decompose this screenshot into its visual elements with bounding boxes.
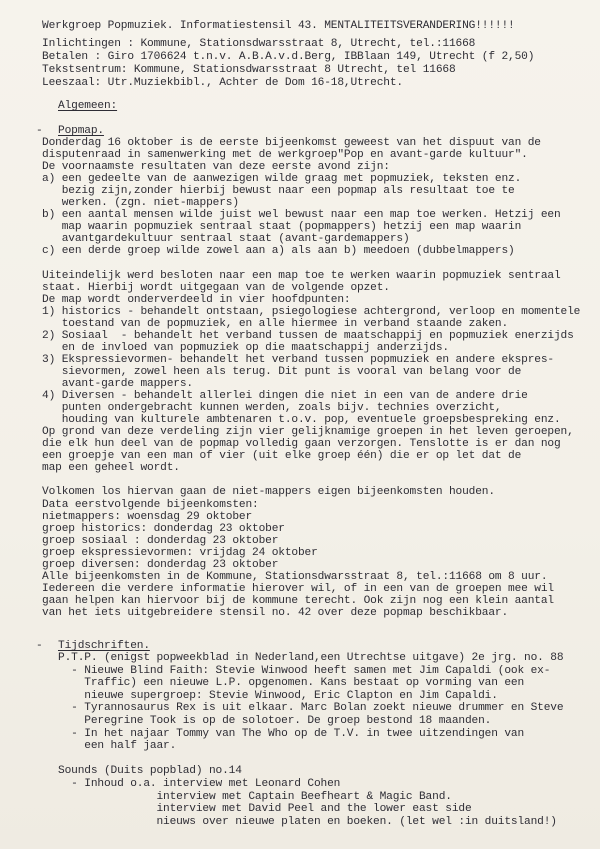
text-line: P.T.P. (enigst popweekblad in Nederland,een Utrechtse uitgave) 2e jrg. no. 88: [58, 652, 564, 664]
text-line: - Inhoud o.a. interview met Leonard Cohen: [58, 778, 341, 790]
text-line: staat. Hierbij wordt uitgegaan van de volgende opzet.: [42, 281, 390, 294]
text-line: Iedereen die verdere informatie hierover wil, of in een van de groepen mee wil: [42, 582, 554, 595]
text-line: Volkomen los hiervan gaan de niet-mappers eigen bijeenkomsten houden.: [42, 486, 495, 499]
text-line: 2) Sosiaal - behandelt het verband tussen de maatschappij en popmuziek enerzijds: [42, 329, 574, 342]
text-line: Donderdag 16 oktober is de eerste bijeenkomst geweest van het dispuut van de: [42, 137, 541, 149]
heading-popmap: Popmap.: [58, 125, 104, 137]
text-line: gaan helpen kan hiervoor bij de kommune terecht. Ook zijn nog een klein aantal: [42, 594, 554, 607]
heading-tijdschriften: Tijdschriften.: [58, 640, 150, 652]
text-line: avant-garde mappers.: [42, 378, 193, 390]
text-line: De map wordt onderverdeeld in vier hoofdpunten:: [42, 293, 351, 306]
text-line: - Tyrannosaurus Rex is uit elkaar. Marc Bolan zoekt nieuwe drummer en Steve: [58, 702, 564, 715]
info-betalen: Betalen : Giro 1706624 t.n.v. A.B.A.v.d.Berg, IBBlaan 149, Utrecht (f 2,50): [42, 51, 535, 63]
text-line: groep sosiaal : donderdag 23 oktober: [42, 534, 279, 547]
text-line: b) een aantal mensen wilde juist wel bewust naar een map toe werken. Hetzij een: [42, 209, 561, 222]
text-line: sievormen, zowel heen als terug. Dit punt is vooral van belang voor de: [42, 365, 522, 378]
text-line: een half jaar.: [58, 740, 177, 753]
text-line: Traffic) een nieuwe L.P. opgenomen. Kans bestaat op vorming van een: [58, 677, 525, 690]
text-line: c) een derde groep wilde zowel aan a) als aan b) meedoen (dubbelmappers): [42, 245, 515, 258]
text-line: 4) Diversen - behandelt allerlei dingen die niet in een van de andere drie: [42, 390, 528, 403]
info-leeszaal: Leeszaal: Utr.Muziekbibl., Achter de Dom 16-18,Utrecht.: [42, 77, 403, 89]
text-line: groep diversen: donderdag 23 oktober: [42, 558, 279, 571]
info-inlichtingen: Inlichtingen : Kommune, Stationsdwarsstraat 8, Utrecht, tel.:11668: [42, 38, 476, 50]
bullet-dash: -: [36, 125, 43, 137]
text-line: nieuws over nieuwe platen en boeken. (let wel :in duitsland!): [58, 815, 557, 828]
text-line: interview met David Peel and the lower east side: [58, 803, 472, 816]
text-line: Op grond van deze verdeling zijn vier gelijknamige groepen in het leven geroepen,: [42, 426, 574, 439]
text-line: De voornaamste resultaten van deze eerste avond zijn:: [42, 161, 390, 174]
document-title: Werkgroep Popmuziek. Informatiestensil 43. MENTALITEITSVERANDERING!!!!!!: [42, 20, 515, 32]
text-line: - Nieuwe Blind Faith: Stevie Winwood heeft samen met Jim Capaldi (ook ex-: [58, 664, 551, 677]
text-line: nietmappers: woensdag 29 oktober: [42, 510, 253, 523]
text-line: groep historics: donderdag 23 oktober: [42, 522, 285, 535]
text-line: map een geheel wordt.: [42, 462, 180, 475]
text-line: Alle bijeenkomsten in de Kommune, Stationsdwarsstraat 8, tel.:11668 om 8 uur.: [42, 570, 548, 583]
text-line: avantgardekultuur sentraal staat (avant-gardemappers): [42, 233, 410, 246]
text-line: map waarin popmuziek sentraal staat (popmappers) hetzij een map waarin: [42, 221, 522, 234]
text-line: 3) Ekspressievormen- behandelt het verband tussen popmuziek en andere ekspres-: [42, 353, 554, 366]
text-line: een groepje van een man of vier (uit elke groep één) die er op let dat de: [42, 450, 522, 463]
text-line: houding van kulturele ambtenaren t.o.v. pop, eventuele groepsbespreking enz.: [42, 414, 561, 427]
heading-algemeen: Algemeen:: [58, 100, 118, 112]
text-line: groep ekspressievormen: vrijdag 24 oktober: [42, 546, 318, 559]
info-tekstsentrum: Tekstsentrum: Kommune, Stationsdwarsstraat 8 Utrecht, tel 11668: [42, 64, 456, 76]
text-line: nieuwe supergroep: Stevie Winwood, Eric Clapton en Jim Capaldi.: [58, 689, 498, 702]
text-line: die elk hun deel van de popmap volledig gaan verzorgen. Tenslotte is er dan nog: [42, 438, 561, 451]
text-line: - In het najaar Tommy van The Who op de T.V. in twee uitzendingen van: [58, 727, 525, 740]
text-line: punten ondergebracht kunnen werden, zoals bijv. technies overzicht,: [42, 402, 502, 415]
text-line: Data eerstvolgende bijeenkomsten:: [42, 498, 259, 511]
text-line: bezig zijn,zonder hierbij bewust naar een popmap als resultaat toe te: [42, 185, 515, 198]
text-line: 1) historics - behandelt ontstaan, psiegologiese achtergrond, verloop en momentele: [42, 305, 581, 318]
text-line: Peregrine Took is op de solotoer. De groep bestond 18 maanden.: [58, 715, 492, 727]
text-line: interview met Captain Beefheart & Magic Band.: [58, 790, 452, 803]
text-line: a) een gedeelte van de aanwezigen wilde graag met popmuziek, teksten enz.: [42, 173, 522, 186]
text-line: Uiteindelijk werd besloten naar een map toe te werken waarin popmuziek sentraal: [42, 269, 561, 282]
text-line: werken. (zgn. niet-mappers): [42, 197, 239, 210]
text-line: toestand van de popmuziek, en alle hiermee in verband staande zaken.: [42, 317, 509, 330]
bullet-dash: -: [36, 640, 43, 652]
text-line: van het iets uitgebreidere stensil no. 42 over deze popmap beschikbaar.: [42, 606, 509, 619]
text-line: Sounds (Duits popblad) no.14: [58, 765, 242, 778]
text-line: en de invloed van popmuziek op die maatschappij anderzijds.: [42, 341, 449, 354]
text-line: disputenraad in samenwerking met de werkgroep"Pop en avant-garde kultuur".: [42, 149, 528, 162]
